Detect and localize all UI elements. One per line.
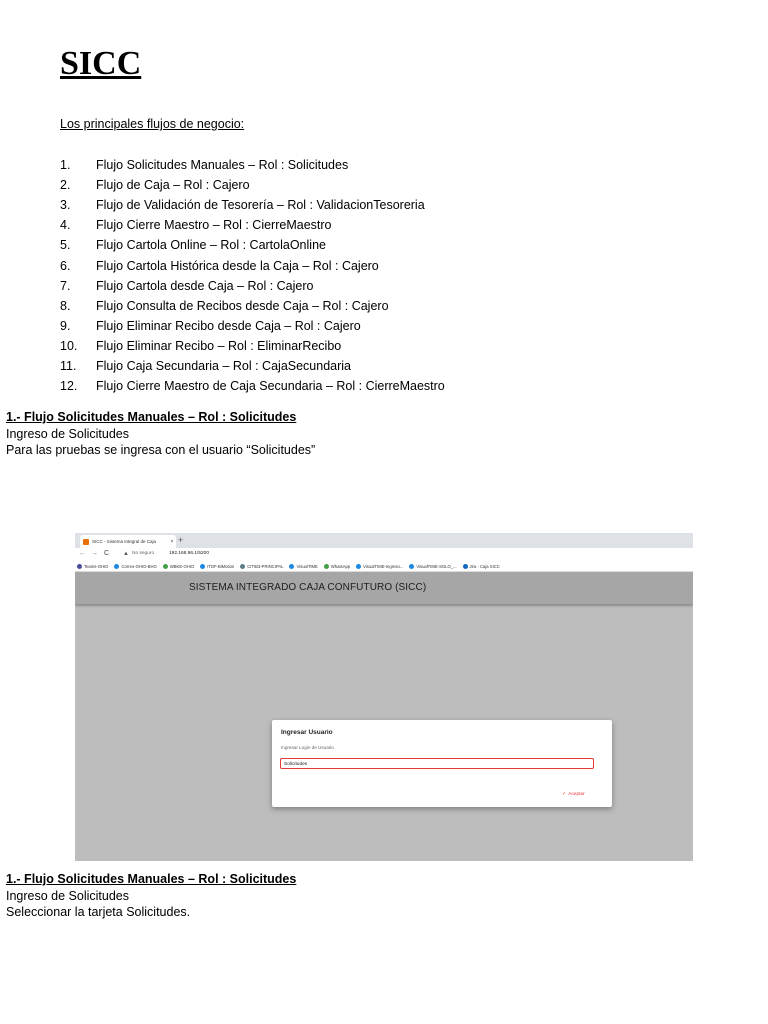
- bookmark-item[interactable]: [463, 564, 500, 569]
- flow-number: 9.: [60, 318, 71, 333]
- flow-number: 11.: [60, 358, 77, 373]
- section-text: Seleccionar la tarjeta Solicitudes.: [6, 905, 191, 919]
- flow-number: 12.: [60, 379, 78, 394]
- section-text: Ingreso de Solicitudes: [6, 426, 129, 441]
- section-1: [6, 409, 315, 459]
- flow-number: 4.: [60, 218, 71, 233]
- bookmark-item[interactable]: [356, 564, 403, 569]
- bookmarks-bar: [75, 561, 693, 572]
- bookmark-label: CITIB3-PRINCIPAL: [247, 563, 284, 569]
- bookmark-icon: [114, 564, 119, 569]
- flow-number: 2.: [60, 178, 71, 193]
- document-title: SICC: [60, 45, 142, 82]
- back-icon[interactable]: ←: [79, 550, 86, 557]
- section-text: Para las pruebas se ingresa con el usuario “Solicitudes”: [6, 443, 316, 457]
- flow-item: [60, 255, 445, 275]
- flow-item: [60, 215, 445, 235]
- flow-number: 8.: [60, 298, 71, 313]
- flow-item: [60, 175, 445, 195]
- bookmark-label: WhatsApp: [330, 563, 351, 569]
- bookmark-icon: [324, 564, 329, 569]
- bookmark-icon: [77, 564, 82, 569]
- app-title: SISTEMA INTEGRADO CAJA CONFUTURO (SICC): [189, 582, 427, 593]
- bookmark-icon: [163, 564, 168, 569]
- bookmark-item[interactable]: [200, 564, 234, 569]
- url-input[interactable]: 192.168.96.1/5200: [169, 551, 210, 556]
- flow-item: [60, 296, 445, 316]
- close-icon[interactable]: ×: [170, 538, 174, 545]
- bookmark-icon: [200, 564, 205, 569]
- flow-text: Flujo de Validación de Tesorería – Rol : ValidacionTesoreria: [96, 198, 425, 213]
- flow-number: 7.: [60, 278, 71, 293]
- bookmark-label: VisualTIME-Ingreso...: [363, 563, 404, 569]
- flow-number: 5.: [60, 238, 71, 253]
- bookmark-label: VisualTIME-SOLO_...: [416, 563, 457, 569]
- flow-number: 1.: [60, 158, 71, 173]
- bookmark-icon: [289, 564, 294, 569]
- flow-item: [60, 356, 445, 376]
- bookmark-item[interactable]: [324, 564, 350, 569]
- login-input[interactable]: Solicitudes: [280, 758, 594, 769]
- flow-number: 6.: [60, 258, 71, 273]
- bookmark-label: Jira - Caja SICC: [469, 563, 500, 569]
- flow-number: 3.: [60, 198, 71, 213]
- flow-text: Flujo Cierre Maestro de Caja Secundaria – Rol : CierreMaestro: [96, 379, 445, 394]
- flow-text: Flujo Cartola desde Caja – Rol : Cajero: [96, 278, 314, 293]
- flow-item: [60, 276, 445, 296]
- flow-item: [60, 316, 445, 336]
- flow-text: Flujo de Caja – Rol : Cajero: [96, 178, 250, 193]
- favicon-icon: [83, 539, 89, 545]
- bookmark-item[interactable]: [409, 564, 456, 569]
- check-icon: ✓: [562, 791, 567, 797]
- bookmark-item[interactable]: [163, 564, 194, 569]
- bookmark-item[interactable]: [114, 564, 156, 569]
- flow-text: Flujo Caja Secundaria – Rol : CajaSecundaria: [96, 358, 352, 373]
- accept-label: Aceptar: [568, 791, 585, 797]
- flow-item: [60, 336, 445, 356]
- flow-item: [60, 155, 445, 175]
- flow-text: Flujo Eliminar Recibo – Rol : EliminarRecibo: [96, 338, 342, 353]
- flow-item: [60, 376, 445, 396]
- new-tab-button[interactable]: +: [178, 535, 184, 545]
- warning-icon: ▲: [123, 551, 129, 557]
- accept-button[interactable]: [562, 791, 585, 797]
- bookmark-item[interactable]: [289, 564, 317, 569]
- bookmark-icon: [240, 564, 245, 569]
- flow-number: 10.: [60, 338, 78, 353]
- flows-list: [60, 155, 445, 396]
- bookmark-item[interactable]: [77, 564, 108, 569]
- bookmark-item[interactable]: [240, 564, 283, 569]
- section-text: Ingreso de Solicitudes: [6, 888, 129, 903]
- login-dialog: [272, 720, 612, 807]
- flow-text: Flujo Solicitudes Manuales – Rol : Solicitudes: [96, 158, 349, 173]
- dialog-label: Ingresar Login de Usuario: [281, 745, 334, 750]
- flow-text: Flujo Cartola Histórica desde la Caja – Rol : Cajero: [96, 258, 379, 273]
- flow-item: [60, 195, 445, 215]
- bookmark-label: Correo-OHIO-BHO: [121, 563, 157, 569]
- flow-text: Flujo Eliminar Recibo desde Caja – Rol : Cajero: [96, 318, 361, 333]
- section-2: [6, 871, 296, 921]
- bookmark-label: VisualTIME: [296, 563, 318, 569]
- flow-text: Flujo Cierre Maestro – Rol : CierreMaestro: [96, 218, 332, 233]
- forward-icon[interactable]: →: [91, 550, 98, 557]
- address-bar: [75, 548, 693, 561]
- flow-item: [60, 235, 445, 255]
- dialog-title: Ingresar Usuario: [281, 729, 333, 736]
- bookmark-icon: [463, 564, 468, 569]
- not-secure-label: No seguro: [132, 551, 155, 556]
- bookmark-label: Teams-OHIO: [84, 563, 109, 569]
- bookmark-label: WBKE-OHIO: [169, 563, 195, 569]
- bookmark-icon: [409, 564, 414, 569]
- flow-text: Flujo Cartola Online – Rol : CartolaOnline: [96, 238, 326, 253]
- browser-tab[interactable]: [80, 535, 176, 548]
- section-heading: 1.- Flujo Solicitudes Manuales – Rol : Solicitudes: [6, 872, 297, 886]
- flow-text: Flujo Consulta de Recibos desde Caja – Rol : Cajero: [96, 298, 389, 313]
- bookmark-label: ITDF-BiMotion: [207, 563, 235, 569]
- bookmark-icon: [356, 564, 361, 569]
- login-screenshot: [75, 533, 693, 861]
- app-header: [75, 572, 693, 604]
- browser-tab-bar: [75, 533, 693, 548]
- intro-text: Los principales flujos de negocio:: [60, 117, 245, 131]
- reload-icon[interactable]: C: [104, 550, 110, 557]
- tab-title: SICC - Sistema Integral de Caja: [92, 539, 157, 544]
- section-heading: 1.- Flujo Solicitudes Manuales – Rol : Solicitudes: [6, 410, 297, 424]
